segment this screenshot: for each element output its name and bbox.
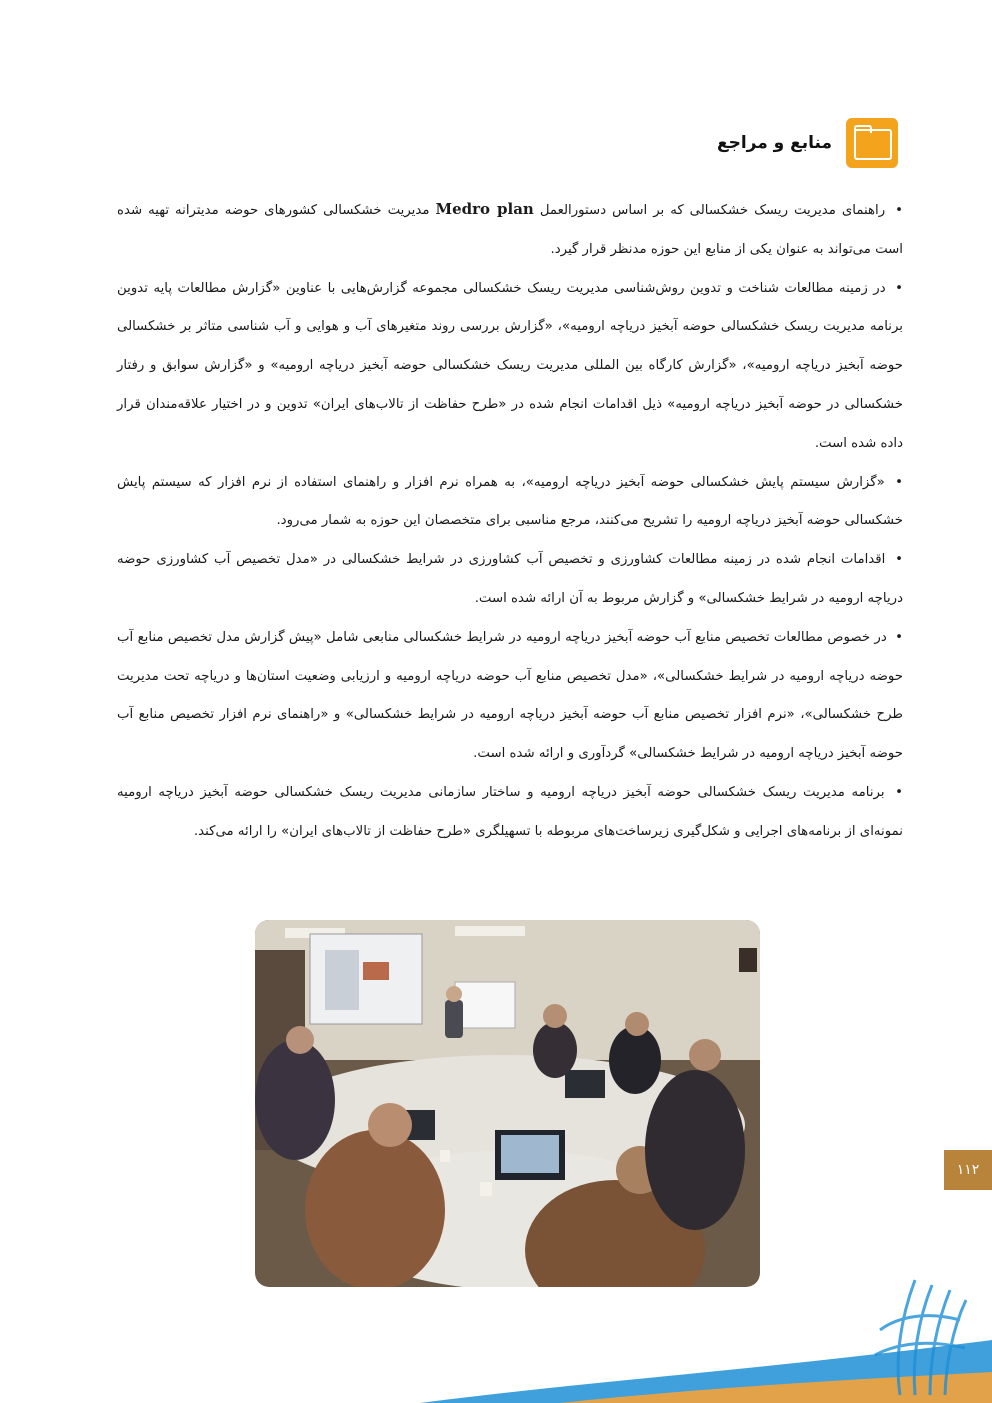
paragraph-4 bbox=[117, 541, 903, 619]
paragraph-3 bbox=[117, 464, 903, 542]
paragraph-5 bbox=[117, 619, 903, 774]
bullet: • bbox=[895, 474, 903, 490]
bullet: • bbox=[895, 203, 904, 218]
paragraph-text: برنامه مدیریت ریسک خشکسالی حوضه آبخیز دریاچه ارومیه و ساختار سازمانی مدیریت ریسک خشکسالی حوضه آبخیز دریاچه ارومیه نمونه‌ای از برنامه‌های اجرایی و شکل‌گیری زیرساخت‌های مربوطه با تسهیلگری «طرح حفاظت از تالاب‌های ایران» را ارائه می‌کند. bbox=[117, 784, 903, 839]
bullet: • bbox=[895, 784, 903, 800]
paragraph-text: راهنمای مدیریت ریسک خشکسالی که بر اساس دستورالعمل bbox=[539, 203, 886, 218]
paragraph-text: در زمینه مطالعات شناخت و تدوین روش‌شناسی مدیریت ریسک خشکسالی مجموعه گزارش‌هایی با عناوین «گزارش مطالعات پایه تدوین برنامه مدیریت ریسک خشکسالی حوضه آبخیز دریاچه ارومیه»، «گزارش بررسی روند متغیرهای آب و هوایی و آب شناسی متاثر بر خشکسالی حوضه آبخیز دریاچه ارومیه»، «گزارش کارگاه بین المللی مدیریت ریسک خشکسالی حوضه آبخیز دریاچه ارومیه» و «گزارش سوابق و رفتار خشکسالی در حوضه آبخیز دریاچه ارومیه» ذیل اقدامات انجام شده در «طرح حفاظت از تالاب‌های ایران» تدوین و در اختیار علاقه‌مندان قرار داده شده است. bbox=[117, 280, 903, 451]
paragraph-6 bbox=[117, 774, 903, 852]
section-heading bbox=[717, 118, 898, 168]
paragraph-text: اقدامات انجام شده در زمینه مطالعات کشاورزی و تخصیص آب کشاورزی در شرایط خشکسالی در «مدل تخصیص آب کشاورزی حوضه دریاچه ارومیه در شرایط خشکسالی» و گزارش مربوط به آن ارائه شده است. bbox=[117, 552, 903, 606]
paragraph-2 bbox=[117, 270, 903, 464]
decorative-wave bbox=[0, 1260, 992, 1403]
bullet: • bbox=[895, 552, 903, 568]
references-body bbox=[117, 190, 903, 852]
workshop-photo bbox=[255, 920, 760, 1287]
paragraph-text: مدیریت خشکسالی کشورهای حوضه مدیترانه تهیه شده است می‌تواند به عنوان یکی از منابع این حوزه مدنظر قرار گیرد. bbox=[117, 203, 903, 257]
section-title: منابع و مراجع bbox=[716, 133, 832, 153]
page-number: ۱۱۲ bbox=[956, 1162, 980, 1178]
folder-icon bbox=[846, 118, 898, 168]
bullet: • bbox=[895, 280, 903, 296]
paragraph-text: «گزارش سیستم پایش خشکسالی حوضه آبخیز دریاچه ارومیه»، به همراه نرم افزار و راهنمای استفاده از نرم افزار که سیستم پایش خشکسالی حوضه آبخیز دریاچه ارومیه را تشریح می‌کنند، مرجع مناسبی برای متخصصان این حوزه به شمار می‌رود. bbox=[117, 474, 903, 529]
page-number-tab bbox=[944, 1150, 992, 1190]
paragraph-1 bbox=[117, 190, 903, 270]
bullet: • bbox=[895, 629, 903, 645]
medro-plan-term: Medro plan bbox=[435, 200, 534, 218]
paragraph-text: در خصوص مطالعات تخصیص منابع آب حوضه آبخیز دریاچه ارومیه در شرایط خشکسالی منابعی شامل «پیش گزارش مدل تخصیص منابع آب حوضه دریاچه ارومیه در شرایط خشکسالی»، «مدل تخصیص منابع آب حوضه دریاچه ارومیه و ارزیابی وضعیت استان‌ها و دریاچه تحت مدیریت طرح خشکسالی»، «نرم افزار تخصیص منابع آب حوضه آبخیز دریاچه ارومیه در شرایط خشکسالی» و «راهنمای نرم افزار تخصیص منابع آب حوضه آبخیز دریاچه ارومیه در شرایط خشکسالی» گردآوری و ارائه شده است. bbox=[117, 629, 903, 762]
